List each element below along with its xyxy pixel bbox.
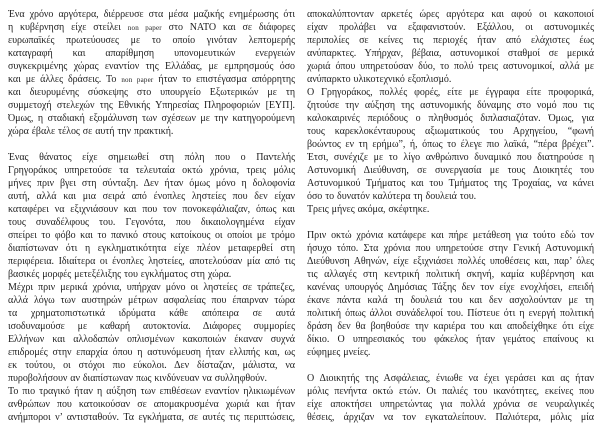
non-paper-term: non paper bbox=[127, 24, 162, 32]
text-line: καταγραφή και απαρίθμηση υπονομευτικών ενεργειών bbox=[8, 48, 295, 59]
text-line: έκανε πάντα καλά τη δουλειά του και δεν ασχολούνταν με τη bbox=[307, 295, 594, 306]
text-line: ευρωπαϊκές πρωτεύουσες με το οποίο γινόταν λεπτομερής bbox=[8, 35, 295, 46]
text-line: μόλις πενήντα οκτώ ετών. Οι παλιές του ικανότητες, εκείνες που bbox=[307, 386, 594, 397]
text-line: όσο το δυνατόν καλύτερα τη δουλειά του. bbox=[307, 191, 477, 202]
paragraph bbox=[8, 281, 295, 385]
text-line: τα χρηματοπιστωτικά ιδρύματα κάθε απόπειρα σε αυτά bbox=[8, 308, 295, 319]
text-line: πολιτική όπως άλλοι συνάδελφοί του. Πίστευε ότι η ενεργή πολιτική bbox=[307, 308, 594, 319]
paragraph bbox=[8, 8, 295, 138]
text-line: Το πιο τραγικό ήταν η αύξηση των επιθέσεων εναντίον ηλικιωμένων bbox=[8, 386, 295, 397]
text-line: Έτσι, συνέχιζε με το λίγο ανθρώπινο δυναμικό που διατηρούσε η bbox=[307, 152, 594, 163]
text-line: χώρα έβαλε τέλος σε αυτή την πρακτική. bbox=[8, 126, 174, 137]
text-line: είχαν προλάβει να εξαφανιστούν. Εξάλλου, οι αστυνομικές bbox=[307, 22, 594, 33]
text-line: ανθρώπων που κατοικούσαν σε απομακρυσμένα χωριά και ήταν bbox=[8, 399, 295, 410]
paragraph-gap bbox=[8, 138, 295, 151]
text-line: ανήμποροι ν’ αντισταθούν. Τα εγκλήματα, σε αυτές τις περιπτώσεις, bbox=[8, 412, 295, 423]
paragraph-gap bbox=[307, 359, 594, 372]
text-line: ήσυχο τόπο. Στα χρόνια που υπηρετούσε στην Γενική Αστυνομική bbox=[307, 243, 594, 254]
text-line: συμμετοχή στελεχών της Εθνικής Υπηρεσίας Πληροφοριών [ΕΥΠ]. bbox=[8, 100, 295, 111]
text-line: Γρηγοράκος υπηρετούσε τα τελευταία οκτώ χρόνια, τρεις μόλις bbox=[8, 165, 295, 176]
text-line: και διευρυμένης σύσκεψης στο υπουργείο Εξωτερικών με τη bbox=[8, 87, 295, 98]
text-line: τους συναδέλφους του. Γεγονότα, που δικαιολογημένα είχαν bbox=[8, 217, 295, 228]
text-line: ζητούσε την αύξηση της αστυνομικής δύναμης στο νομό που τις bbox=[307, 100, 594, 111]
paragraph bbox=[307, 86, 594, 203]
paragraph bbox=[307, 8, 594, 86]
text-line: εύφημες μνείες. bbox=[307, 347, 371, 358]
text-line: συγκεκριμένης χώρας εναντίον της Ελλάδας, με εμπρησμούς όσο bbox=[8, 61, 295, 72]
text-line: Ο Διοικητής της Ασφάλειας, ένιωθε να έχει γεράσει και ας ήταν bbox=[307, 373, 594, 384]
text-line: σπείρει το φόβο και το πανικό στους κατοίκους οι οποίοι με τρόμο bbox=[8, 230, 295, 241]
text-line: βοώντος εν τη ερήμω”, ή, όπως το έλεγε πιο λαϊκά, “πέρα βρέχει”. bbox=[307, 139, 594, 150]
paragraph bbox=[8, 151, 295, 281]
text-line: περιπολίες σε κείνες τις περιοχές ήταν από ελάχιστες έως bbox=[307, 35, 594, 46]
non-paper-term: non paper bbox=[121, 76, 154, 84]
paragraph bbox=[307, 229, 594, 359]
paragraph bbox=[307, 372, 594, 424]
text-line: εκ τούτου, οι στόχοι πιο εύκολοι. Δεν δίσταζαν, μάλιστα, να bbox=[8, 360, 295, 371]
text-line: μήνες πριν βγει στη σύνταξη. Δεν ήταν όμως μόνο η δολοφονία bbox=[8, 178, 295, 189]
text-line: Ένα χρόνο αργότερα, διέρρευσε στα μέσα μαζικής ενημέρωσης ότι bbox=[8, 9, 295, 20]
text-line: δίκιο. Ο υπηρεσιακός του φάκελος ήταν γεμάτος επαίνους κι bbox=[307, 334, 594, 345]
text-line: Ελλήνων και αλλοδαπών οπλισμένων κακοποιών έκαναν συχνά bbox=[8, 334, 295, 345]
paragraph bbox=[8, 385, 295, 424]
text-line: θέσεις, άρχιζαν να τον εγκαταλείπουν. Παλιότερα, μόλις μία bbox=[307, 412, 594, 423]
text-line: κανένας υπουργός Δημόσιας Τάξης δεν τον είχε ενοχλήσει, επειδή bbox=[307, 282, 594, 293]
text-line: καταφέρει να εξιχνιάσουν και που τον πονοκεφάλιαζαν, όπως και bbox=[8, 204, 295, 215]
text-line: τους καρεκλοκένταυρους αξιωματικούς του Αρχηγείου, “φωνή bbox=[307, 126, 594, 137]
paragraph bbox=[307, 203, 594, 216]
text-line: Αστυνομικού Τμήματος και του Τμήματος της Τροχαίας, να κάνει bbox=[307, 178, 594, 189]
text-line: περιφέρεια. Ιδιαίτερα οι ένοπλες ληστείες, αποτελούσαν μία από τις bbox=[8, 256, 295, 267]
text-line: καλοκαιρινές περιόδους ο πληθυσμός διπλασιαζόταν. Όμως, για bbox=[307, 113, 594, 124]
text-line: αυτή, αλλά και μια σειρά από ένοπλες ληστείες που δεν είχαν bbox=[8, 191, 295, 202]
text-line: Μέχρι πριν μερικά χρόνια, υπήρχαν μόνο οι ληστείες σε τράπεζες, bbox=[8, 282, 295, 293]
text-line: ισοδυναμούσε με καθαρή αυτοκτονία. Διάφορες συμμορίες bbox=[8, 321, 295, 332]
text-column-right bbox=[307, 8, 594, 424]
text-line: ανύπαρκτες. Υπήρχαν, βέβαια, αστυνομικοί σταθμοί σε μερικά bbox=[307, 48, 594, 59]
text-line: Αστυνομική Διεύθυνση, σε συνεργασία με τους Διοικητές του bbox=[307, 165, 594, 176]
text-line: διαπίστωναν ότι η εγκληματικότητα είχε πλέον μεταφερθεί στη bbox=[8, 243, 295, 254]
text-line: τις αλλαγές στη κεντρική πολιτική σκηνή, καμία κυβέρνηση και bbox=[307, 269, 594, 280]
text-line: Τρεις μήνες ακόμα, σκέφτηκε. bbox=[307, 204, 430, 215]
text-line: αλλά λόγω των αυστηρών μέτρων ασφαλείας που έπαιρναν τώρα bbox=[8, 295, 295, 306]
text-line: Πριν οκτώ χρόνια κατάφερε και πήρε μετάθεση για τούτο εδώ τον bbox=[307, 230, 594, 241]
text-line: βασικές μορφές μετεξέλιξης του εγκλήματος στη χώρα. bbox=[8, 269, 232, 280]
text-line: Ένας θάνατος είχε σημειωθεί στη πόλη που ο Παντελής bbox=[8, 152, 295, 163]
text-line: δράση δεν θα βοηθούσε την καριέρα του και αποδείχθηκε ότι είχε bbox=[307, 321, 594, 332]
text-line: η κυβέρνηση είχε στείλει non paper στο ΝΑΤΟ και σε διάφορες bbox=[8, 22, 295, 33]
text-line: αποκαλύπτονταν αρκετές ώρες αργότερα και αφού οι κακοποιοί bbox=[307, 9, 594, 20]
text-line: επιδρομές στην επαρχία όπου η αστυνόμευση ήταν ελλιπής και, ως bbox=[8, 347, 295, 358]
text-line: είχε αποκτήσει υπηρετώντας για πολλά χρόνια σε νευραλγικές bbox=[307, 399, 594, 410]
text-line: Όμως, η σταδιακή εξομάλυνση των σχέσεων με την κατηγορούμενη bbox=[8, 113, 295, 124]
text-line: πυροβολήσουν αν διαπίστωναν πως κινδύνευαν να συλληφθούν. bbox=[8, 373, 267, 384]
text-line: χωριά όπου υπηρετούσαν δύο, το πολύ τρεις αστυνομικοί, αλλά με bbox=[307, 61, 594, 72]
text-line: Ο Γρηγοράκος, πολλές φορές, είτε με έγγραφα είτε προφορικά, bbox=[307, 87, 594, 98]
text-line: ανύπαρκτο υλικοτεχνικό εξοπλισμό. bbox=[307, 74, 452, 85]
text-line: και με άλλες δράσεις. Το non paper ήταν το επιστέγασμα απόρρητης bbox=[8, 74, 295, 85]
text-column-left bbox=[8, 8, 295, 424]
text-line: Διεύθυνση Αθηνών, είχε εξιχνιάσει πολλές υποθέσεις και, παρ’ όλες bbox=[307, 256, 594, 267]
paragraph-gap bbox=[307, 216, 594, 229]
